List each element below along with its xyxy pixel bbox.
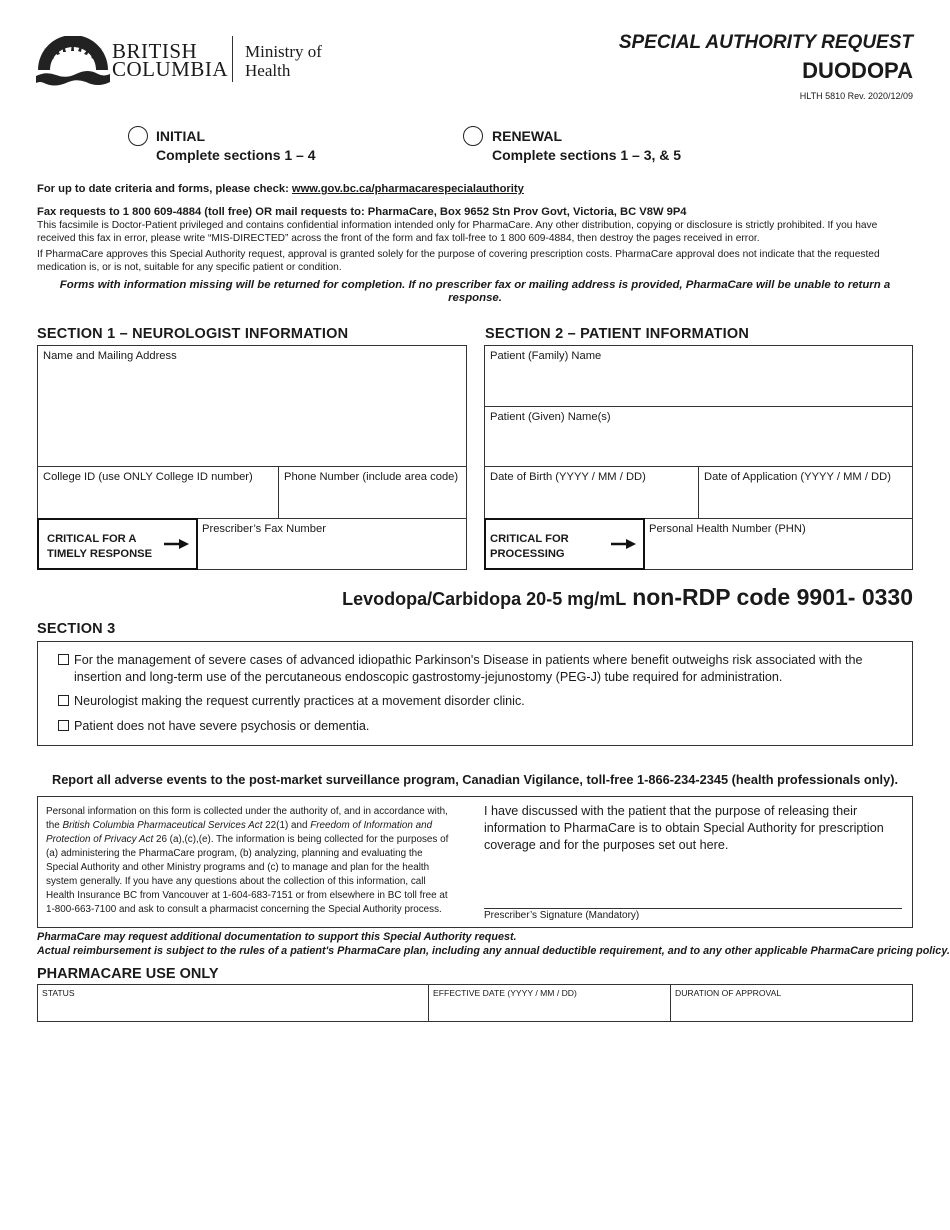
criterion-text: For the management of severe cases of advanced idiopathic Parkinson's Disease in patients where benefit outweighs risk associated with the insertion and long-term use of the percutaneous endoscopic gastrostomy-jejunostomy (PEG-J) tube required for administration. bbox=[74, 653, 863, 684]
consent-statement: I have discussed with the patient that the purpose of releasing their information to PharmaCare is to obtain Special Authority for prescription coverage and for the purposes set out here. bbox=[484, 804, 884, 852]
form-code: HLTH 5810 Rev. 2020/12/09 bbox=[799, 91, 913, 101]
org-name-line1: BRITISH bbox=[112, 39, 198, 63]
application-date-field[interactable] bbox=[698, 466, 913, 519]
renewal-option bbox=[492, 127, 681, 165]
signature-label: Prescriber’s Signature (Mandatory) bbox=[484, 910, 640, 921]
privacy-act-name: British Columbia Pharmaceutical Services Act bbox=[62, 820, 263, 831]
documentation-note: PharmaCare may request additional documentation to support this Special Authority request. bbox=[37, 931, 517, 943]
privacy-text: 22(1) and bbox=[262, 820, 311, 831]
arrow-right-icon bbox=[164, 538, 190, 550]
critical-timely-response bbox=[37, 518, 198, 570]
criteria-line bbox=[37, 183, 913, 196]
phn-field[interactable] bbox=[643, 518, 913, 570]
effective-date-field[interactable] bbox=[428, 984, 671, 1022]
confidential-notice: This facsimile is Doctor-Patient privileged and contains confidential information intended only for PharmaCare. Any other distribution, copying or disclosure is strictly prohibited. If you have received this fax in error, please write “MIS-DIRECTED” across the front of the form and fax toll-free to 1 800 609-4884, then destroy the pages received in error. bbox=[37, 220, 878, 244]
name-address-field[interactable] bbox=[37, 345, 467, 467]
criterion-item bbox=[58, 693, 888, 710]
criterion-item bbox=[58, 718, 888, 735]
critical-line2: TIMELY RESPONSE bbox=[47, 548, 153, 560]
pharmacare-use-title: PHARMACARE USE ONLY bbox=[37, 966, 219, 982]
dob-field[interactable] bbox=[484, 466, 699, 519]
initial-option bbox=[156, 127, 316, 165]
criterion-item bbox=[58, 652, 888, 685]
privacy-act-name: Freedom of Information and Protection of Privacy Act bbox=[46, 820, 433, 845]
arrow-right-icon bbox=[611, 538, 637, 550]
privacy-statement bbox=[46, 805, 454, 917]
ministry-name bbox=[232, 36, 322, 82]
renewal-instructions: Complete sections 1 – 3, & 5 bbox=[492, 147, 682, 163]
section3-title: SECTION 3 bbox=[37, 621, 116, 637]
phn-label: Personal Health Number (PHN) bbox=[649, 523, 806, 535]
criteria-link[interactable]: www.gov.bc.ca/pharmacarespecialauthority bbox=[291, 183, 524, 195]
org-name-line2: COLUMBIA bbox=[112, 57, 229, 81]
dob-label: Date of Birth (YYYY / MM / DD) bbox=[490, 471, 646, 483]
duration-label: DURATION OF APPROVAL bbox=[675, 988, 782, 998]
phone-field[interactable] bbox=[278, 466, 467, 519]
college-id-label: College ID (use ONLY College ID number) bbox=[43, 471, 253, 483]
bc-logo-sun-icon bbox=[36, 36, 110, 88]
effective-date-label: EFFECTIVE DATE (YYYY / MM / DD) bbox=[433, 988, 577, 998]
initial-radio[interactable] bbox=[128, 126, 148, 146]
prescriber-fax-field[interactable] bbox=[196, 518, 467, 570]
critical-processing-line1: CRITICAL FOR bbox=[490, 533, 569, 545]
fax-instructions: Fax requests to 1 800 609-4884 (toll free) OR mail requests to: PharmaCare, Box 9652 Stn Prov Govt, Victoria, BC V8W 9P4 bbox=[37, 206, 687, 218]
criterion-text: Neurologist making the request currently practices at a movement disorder clinic. bbox=[74, 694, 525, 708]
initial-instructions: Complete sections 1 – 4 bbox=[156, 147, 316, 163]
family-name-label: Patient (Family) Name bbox=[490, 350, 602, 362]
initial-label: INITIAL bbox=[156, 128, 205, 144]
ministry-line1: Ministry of bbox=[245, 42, 322, 61]
status-label: STATUS bbox=[42, 988, 75, 998]
approval-notice: If PharmaCare approves this Special Authority request, approval is granted solely for the purpose of covering prescription costs. PharmaCare approval does not indicate that the requested medication is, or is not, suitable for any specific patient or condition. bbox=[37, 249, 880, 273]
status-field[interactable] bbox=[37, 984, 429, 1022]
drug-name: Levodopa/Carbidopa 20-5 mg/mL bbox=[342, 589, 627, 609]
signature-field[interactable] bbox=[484, 908, 902, 909]
criteria-prefix: For up to date criteria and forms, please check: bbox=[37, 183, 292, 195]
given-names-label: Patient (Given) Name(s) bbox=[490, 411, 611, 423]
form-title: SPECIAL AUTHORITY REQUEST bbox=[618, 32, 913, 53]
prescriber-fax-label: Prescriber’s Fax Number bbox=[202, 523, 326, 535]
name-address-label: Name and Mailing Address bbox=[43, 350, 177, 362]
given-names-field[interactable] bbox=[484, 406, 913, 467]
duration-field[interactable] bbox=[670, 984, 913, 1022]
phone-label: Phone Number (include area code) bbox=[284, 471, 459, 483]
criterion-checkbox[interactable] bbox=[58, 695, 69, 706]
family-name-field[interactable] bbox=[484, 345, 913, 407]
drug-title: DUODOPA bbox=[802, 58, 913, 83]
college-id-field[interactable] bbox=[37, 466, 279, 519]
critical-line1: CRITICAL FOR A bbox=[47, 533, 137, 545]
reimbursement-note: Actual reimbursement is subject to the rules of a patient's PharmaCare plan, including any annual deductible requirement, and to any other applicable PharmaCare pricing policy. bbox=[37, 945, 950, 957]
adverse-events-notice: Report all adverse events to the post-market surveillance program, Canadian Vigilance, toll-free 1-866-234-2345 (health professionals only). bbox=[51, 772, 899, 787]
drug-code: non-RDP code 9901- 0330 bbox=[632, 584, 913, 610]
criterion-checkbox[interactable] bbox=[58, 654, 69, 665]
section1-title: SECTION 1 – NEUROLOGIST INFORMATION bbox=[37, 326, 349, 342]
critical-processing bbox=[484, 518, 645, 570]
critical-processing-line2: PROCESSING bbox=[490, 548, 565, 560]
ministry-line2: Health bbox=[245, 61, 291, 80]
org-name bbox=[112, 39, 229, 81]
renewal-radio[interactable] bbox=[463, 126, 483, 146]
missing-info-warning: Forms with information missing will be returned for completion. If no prescriber fax or mailing address is provided, PharmaCare will be unable to return a response. bbox=[59, 279, 891, 304]
privacy-text: 26 (a),(c),(e). The information is being collected for the purposes of (a) administering the PharmaCare program, (b) analyzing, planning and evaluating the Special Authority and other Ministry programs and (c) to manage and plan for the health system generally. If you have any questions about the collection of this information, call Health Insurance BC from Vancouver at 1-604-683-7151 or from elsewhere in BC toll free at 1-800-663-7100 and ask to consult a pharmacist concerning the Special Authority process. bbox=[46, 834, 449, 915]
privacy-text: Personal information on this form is collected under the authority of, and in accordance with, the bbox=[46, 806, 448, 831]
renewal-label: RENEWAL bbox=[492, 128, 562, 144]
application-date-label: Date of Application (YYYY / MM / DD) bbox=[704, 471, 891, 483]
criterion-text: Patient does not have severe psychosis or dementia. bbox=[74, 719, 370, 733]
section2-title: SECTION 2 – PATIENT INFORMATION bbox=[485, 326, 749, 342]
criterion-checkbox[interactable] bbox=[58, 720, 69, 731]
drug-info bbox=[342, 584, 913, 611]
